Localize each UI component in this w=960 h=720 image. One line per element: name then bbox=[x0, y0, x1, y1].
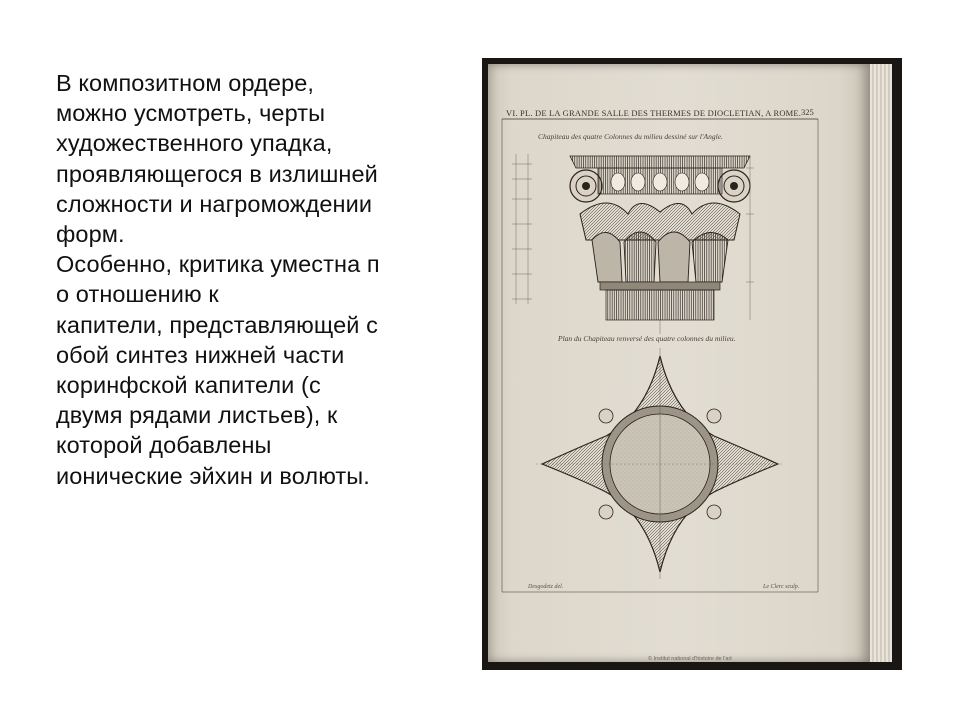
capital-plan bbox=[536, 348, 784, 579]
plate-header: VI. PL. DE LA GRANDE SALLE DES THERMES DE DIOCLETIAN, A ROME. bbox=[506, 108, 802, 118]
text-line: ионические эйхин и волюты. bbox=[56, 462, 370, 489]
plate-caption-middle: Plan du Chapiteau renversé des quatre colonnes du milieu. bbox=[558, 334, 736, 343]
plate-signature-left: Desgodetz del. bbox=[528, 584, 564, 590]
text-line: проявляющегося в излишней bbox=[56, 160, 378, 187]
text-line: можно усмотреть, черты bbox=[56, 100, 326, 127]
text-line: Особенно, критика уместна п bbox=[56, 251, 380, 278]
book-page-edges bbox=[870, 64, 892, 662]
text-line: обой синтез нижней части bbox=[56, 341, 345, 368]
text-line: сложности и нагромождении bbox=[56, 190, 373, 217]
text-line: коринфской капители (с bbox=[56, 372, 321, 399]
text-line: капители, представляющей с bbox=[56, 311, 378, 338]
plate-caption-top: Chapiteau des quatre Colonnes du milieu dessiné sur l'Angle. bbox=[538, 132, 723, 141]
text-line: которой добавлены bbox=[56, 432, 272, 459]
text-line: о отношению к bbox=[56, 281, 219, 308]
text-line: художественного упадка, bbox=[56, 130, 333, 157]
plate-signature-right: Le Clerc sculp. bbox=[763, 584, 800, 590]
text-line: В композитном ордере, bbox=[56, 70, 315, 96]
plate-page-number: 325 bbox=[801, 107, 814, 117]
plate-watermark: © Institut national d'histoire de l'art bbox=[648, 656, 732, 662]
book-page bbox=[488, 64, 870, 662]
measuring-scale bbox=[512, 154, 532, 304]
capital-elevation bbox=[570, 156, 754, 334]
engraving-plate-image bbox=[482, 58, 902, 670]
slide-body-text bbox=[56, 68, 456, 491]
text-line: двумя рядами листьев), к bbox=[56, 402, 338, 429]
text-line: форм. bbox=[56, 221, 125, 248]
capital-engraving bbox=[488, 64, 870, 662]
